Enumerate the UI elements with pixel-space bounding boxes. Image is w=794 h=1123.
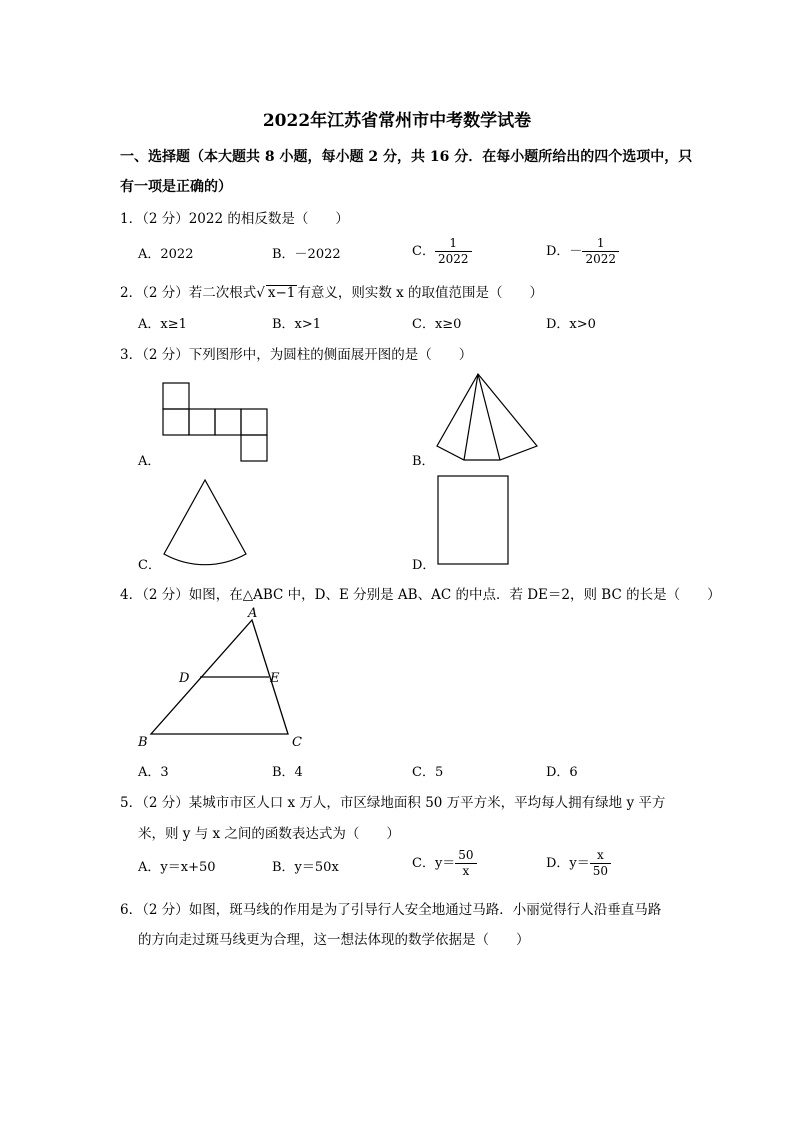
question-2-option-a: A．x≥1 [138,317,187,332]
question-4-option-a: A．3 [138,765,169,780]
point-label-e: E [270,671,280,686]
question-1-option-a: A．2022 [138,247,194,262]
fraction [435,236,472,267]
numerator: x [590,848,611,864]
vertex-label-a: A [248,606,258,621]
question-3-stem: 3．（2 分）下列图形中，为圆柱的侧面展开图的是（ ） [120,347,473,363]
question-4-option-d: D．6 [546,765,578,780]
figure-pyramid [434,372,544,464]
question-3-option-d: D． [412,558,436,573]
denominator: x [462,864,470,878]
question-5-option-d [546,848,611,879]
vertex-label-b: B [138,735,148,750]
numerator: 1 [435,236,472,252]
figure-cube-net [160,382,270,462]
question-2-stem-post: 有意义，则实数 x 的取值范围是（ ） [297,285,544,301]
denominator: 50 [592,864,609,878]
page-title: 2022年江苏省常州市中考数学试卷 [262,111,532,131]
question-1-option-b: B．－2022 [272,247,341,262]
question-6-stem-line2: 的方向走过斑马线更为合理，这一想法体现的数学依据是（ ） [138,932,530,948]
option-c-label: C．y＝ [412,856,456,871]
numerator: 1 [582,236,619,252]
question-2-option-d: D．x>0 [546,317,596,332]
question-1-option-d [546,236,619,267]
vertex-label-c: C [292,735,302,750]
question-5-option-c [412,848,477,879]
question-2-option-c: C．x≥0 [412,317,462,332]
figure-triangle-abc [136,605,316,750]
question-4-option-c: C．5 [412,765,444,780]
question-5-option-a: A．y＝x+50 [138,860,216,875]
figure-rectangle [437,475,511,567]
question-5-option-b: B．y＝50x [272,860,339,875]
question-1-stem: 1．（2 分）2022 的相反数是（ ） [120,211,349,227]
question-2-stem-pre: 2．（2 分）若二次根式 [120,285,257,301]
fraction [582,236,619,267]
option-c-label: C． [412,244,435,259]
numerator: 50 [455,848,476,864]
question-6-stem-line1: 6．（2 分）如图，斑马线的作用是为了引导行人安全地通过马路．小丽觉得行人沿垂直马路 [120,902,662,918]
denominator: 2022 [437,252,469,266]
point-label-d: D [179,671,190,686]
question-1-option-c [412,236,472,267]
question-3-option-a: A． [138,454,161,469]
question-4-stem: 4．（2 分）如图，在△ABC 中，D、E 分别是 AB、AC 的中点．若 DE＝2，则 BC 的长是（ ） [120,587,721,603]
question-5-stem-line2: 米，则 y 与 x 之间的函数表达式为（ ） [138,826,400,842]
option-d-label: D．－ [546,244,583,259]
section-heading-line2: 有一项是正确的） [120,179,232,195]
radicand: x−1 [267,285,296,301]
fraction [455,848,476,879]
fraction [590,848,611,879]
question-3-option-b: B． [412,454,435,469]
denominator: 2022 [585,252,616,266]
option-d-label: D．y＝ [546,856,590,871]
question-3-option-c: C． [138,558,161,573]
figure-sector [160,478,250,568]
question-5-stem-line1: 5．（2 分）某城市市区人口 x 万人，市区绿地面积 50 万平方米，平均每人拥有绿地 y 平方 [120,795,666,811]
sqrt-symbol: √ [256,285,265,301]
section-heading-line1: 一、选择题（本大题共 8 小题，每小题 2 分，共 16 分．在每小题所给出的四个选项中，只 [120,149,693,165]
question-4-option-b: B．4 [272,765,303,780]
question-2-option-b: B．x>1 [272,317,322,332]
question-2-stem [120,281,543,301]
